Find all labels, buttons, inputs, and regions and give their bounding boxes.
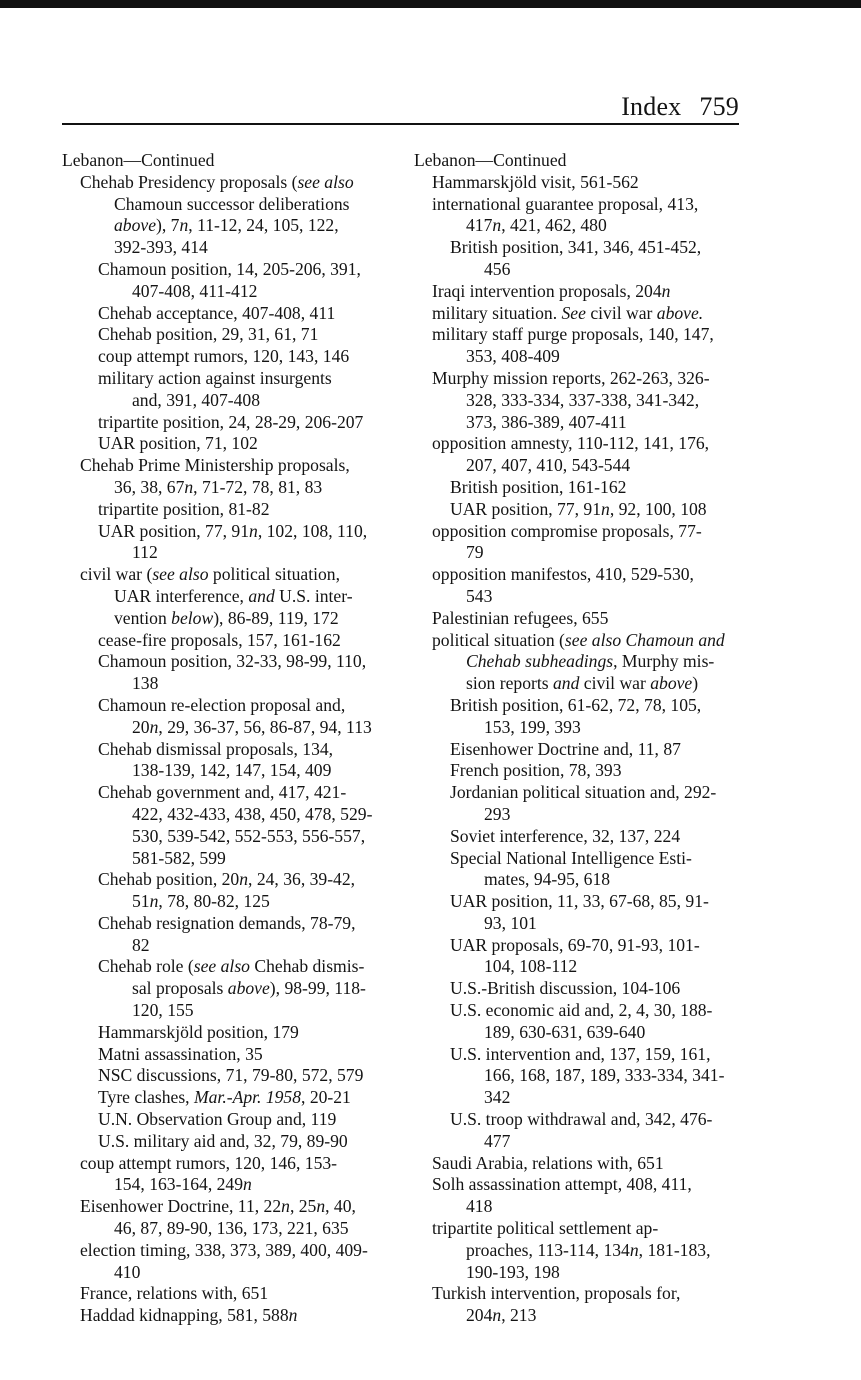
index-line: Murphy mission reports, 262-263, 326- [432,367,710,388]
index-line: Chehab Presidency proposals (see also [80,171,354,192]
index-line: 46, 87, 89-90, 136, 173, 221, 635 [114,1218,349,1239]
index-line: 79 [466,542,484,563]
index-line: U.S. intervention and, 137, 159, 161, [450,1043,711,1064]
index-line: opposition manifestos, 410, 529-530, [432,564,694,585]
index-line: 328, 333-334, 337-338, 341-342, [466,389,700,410]
index-line: coup attempt rumors, 120, 146, 153- [80,1152,338,1173]
index-line: 120, 155 [132,1000,194,1021]
left-column [62,150,402,1327]
index-line: Soviet interference, 32, 137, 224 [450,825,681,846]
index-line: 153, 199, 393 [484,716,581,737]
index-line: Chehab position, 20n, 24, 36, 39-42, [98,869,356,890]
header-rule [62,123,739,125]
index-line: mates, 94-95, 618 [484,869,611,890]
index-line: UAR proposals, 69-70, 91-93, 101- [450,934,700,955]
index-line: UAR interference, and U.S. inter- [114,585,353,606]
running-header [621,92,739,122]
index-line: tripartite political settlement ap- [432,1218,659,1239]
index-line: 20n, 29, 36-37, 56, 86-87, 94, 113 [132,716,372,737]
scan-top-border [0,0,861,8]
index-line: sion reports and civil war above) [466,673,699,694]
index-line: 36, 38, 67n, 71-72, 78, 81, 83 [114,476,323,497]
index-line: 138-139, 142, 147, 154, 409 [132,760,332,781]
index-line: Lebanon—Continued [414,150,567,170]
index-line: civil war (see also political situation, [80,564,340,585]
index-line: 82 [132,934,150,955]
index-line: tripartite position, 81-82 [98,498,270,519]
index-line: 189, 630-631, 639-640 [484,1021,646,1042]
index-line: 154, 163-164, 249n [114,1174,252,1195]
index-line: 93, 101 [484,912,537,933]
index-line: British position, 161-162 [450,476,627,497]
right-column [414,150,754,1327]
index-line: 530, 539-542, 552-553, 556-557, [132,825,366,846]
index-line: Eisenhower Doctrine, 11, 22n, 25n, 40, [80,1196,356,1217]
index-line: 581-582, 599 [132,847,226,868]
index-line: British position, 341, 346, 451-452, [450,237,702,258]
index-line: sal proposals above), 98-99, 118- [132,978,366,999]
index-line: Chehab resignation demands, 78-79, [98,912,356,933]
header-title: Index [621,92,682,121]
index-line: military situation. See civil war above. [432,302,704,323]
index-line: 410 [114,1261,141,1282]
index-line: Tyre clashes, Mar.-Apr. 1958, 20-21 [98,1087,351,1108]
index-line: UAR position, 77, 91n, 92, 100, 108 [450,498,707,519]
index-line: Chehab Prime Ministership proposals, [80,455,350,476]
index-line: U.S. economic aid and, 2, 4, 30, 188- [450,1000,713,1021]
index-line: Chehab acceptance, 407-408, 411 [98,302,336,323]
index-line: Special National Intelligence Esti- [450,847,692,868]
index-line: above), 7n, 11-12, 24, 105, 122, [114,215,339,236]
index-line: Lebanon—Continued [62,150,215,170]
index-line: military action against insurgents [98,367,332,388]
index-line: U.S. military aid and, 32, 79, 89-90 [98,1130,348,1151]
index-line: 417n, 421, 462, 480 [466,215,607,236]
index-line: French position, 78, 393 [450,760,622,781]
index-line: cease-fire proposals, 157, 161-162 [98,629,341,650]
index-line: 418 [466,1196,493,1217]
index-line: political situation (see also Chamoun and [432,629,725,650]
index-line: 190-193, 198 [466,1261,560,1282]
index-line: Haddad kidnapping, 581, 588n [80,1305,298,1326]
page-number: 759 [699,92,739,121]
index-line: 204n, 213 [466,1305,537,1326]
index-line: Chamoun re-election proposal and, [98,694,346,715]
index-line: Iraqi intervention proposals, 204n [432,280,671,301]
index-line: election timing, 338, 373, 389, 400, 409- [80,1239,368,1260]
index-line: NSC discussions, 71, 79-80, 572, 579 [98,1065,364,1086]
index-line: Chamoun position, 14, 205-206, 391, [98,258,361,279]
index-line: Jordanian political situation and, 292- [450,782,717,803]
index-line: 51n, 78, 80-82, 125 [132,891,270,912]
index-line: Chehab dismissal proposals, 134, [98,738,334,759]
index-line: Chamoun position, 32-33, 98-99, 110, [98,651,367,672]
index-line: Turkish intervention, proposals for, [432,1283,681,1304]
index-line: Hammarskjöld position, 179 [98,1021,299,1042]
index-line: 138 [132,673,159,694]
index-line: coup attempt rumors, 120, 143, 146 [98,346,350,367]
index-line: 422, 432-433, 438, 450, 478, 529- [132,803,373,824]
index-line: 543 [466,585,493,606]
index-line: 456 [484,258,511,279]
index-line: vention below), 86-89, 119, 172 [114,607,339,628]
index-line: 207, 407, 410, 543-544 [466,455,631,476]
index-line: Eisenhower Doctrine and, 11, 87 [450,738,681,759]
index-line: opposition amnesty, 110-112, 141, 176, [432,433,710,454]
index-line: U.N. Observation Group and, 119 [98,1109,337,1130]
index-line: tripartite position, 24, 28-29, 206-207 [98,411,364,432]
index-line: and, 391, 407-408 [132,389,261,410]
index-line: 112 [132,542,158,563]
index-line: Hammarskjöld visit, 561-562 [432,171,639,192]
index-line: UAR position, 77, 91n, 102, 108, 110, [98,520,368,541]
index-line: 293 [484,803,511,824]
index-line: opposition compromise proposals, 77- [432,520,702,541]
index-line: 477 [484,1130,511,1151]
index-line: Chehab subheadings, Murphy mis- [466,651,715,672]
index-line: Saudi Arabia, relations with, 651 [432,1152,664,1173]
index-line: international guarantee proposal, 413, [432,193,699,214]
index-line: Chehab government and, 417, 421- [98,782,347,803]
index-line: 373, 386-389, 407-411 [466,411,627,432]
index-line: Solh assassination attempt, 408, 411, [432,1174,692,1195]
index-line: Chamoun successor deliberations [114,193,350,214]
index-line: military staff purge proposals, 140, 147, [432,324,714,345]
index-line: 104, 108-112 [484,956,578,977]
index-line: 353, 408-409 [466,346,560,367]
index-line: British position, 61-62, 72, 78, 105, [450,694,702,715]
index-line: U.S. troop withdrawal and, 342, 476- [450,1109,713,1130]
index-line: UAR position, 11, 33, 67-68, 85, 91- [450,891,709,912]
index-line: 342 [484,1087,511,1108]
index-line: Chehab position, 29, 31, 61, 71 [98,324,319,345]
index-line: Matni assassination, 35 [98,1043,263,1064]
index-line: U.S.-British discussion, 104-106 [450,978,681,999]
index-line: 407-408, 411-412 [132,280,258,301]
index-line: UAR position, 71, 102 [98,433,258,454]
index-line: proaches, 113-114, 134n, 181-183, [466,1239,711,1260]
index-line: 392-393, 414 [114,237,208,258]
index-line: Palestinian refugees, 655 [432,607,609,628]
index-line: 166, 168, 187, 189, 333-334, 341- [484,1065,725,1086]
index-line: Chehab role (see also Chehab dismis- [98,956,365,977]
index-line: France, relations with, 651 [80,1283,269,1304]
